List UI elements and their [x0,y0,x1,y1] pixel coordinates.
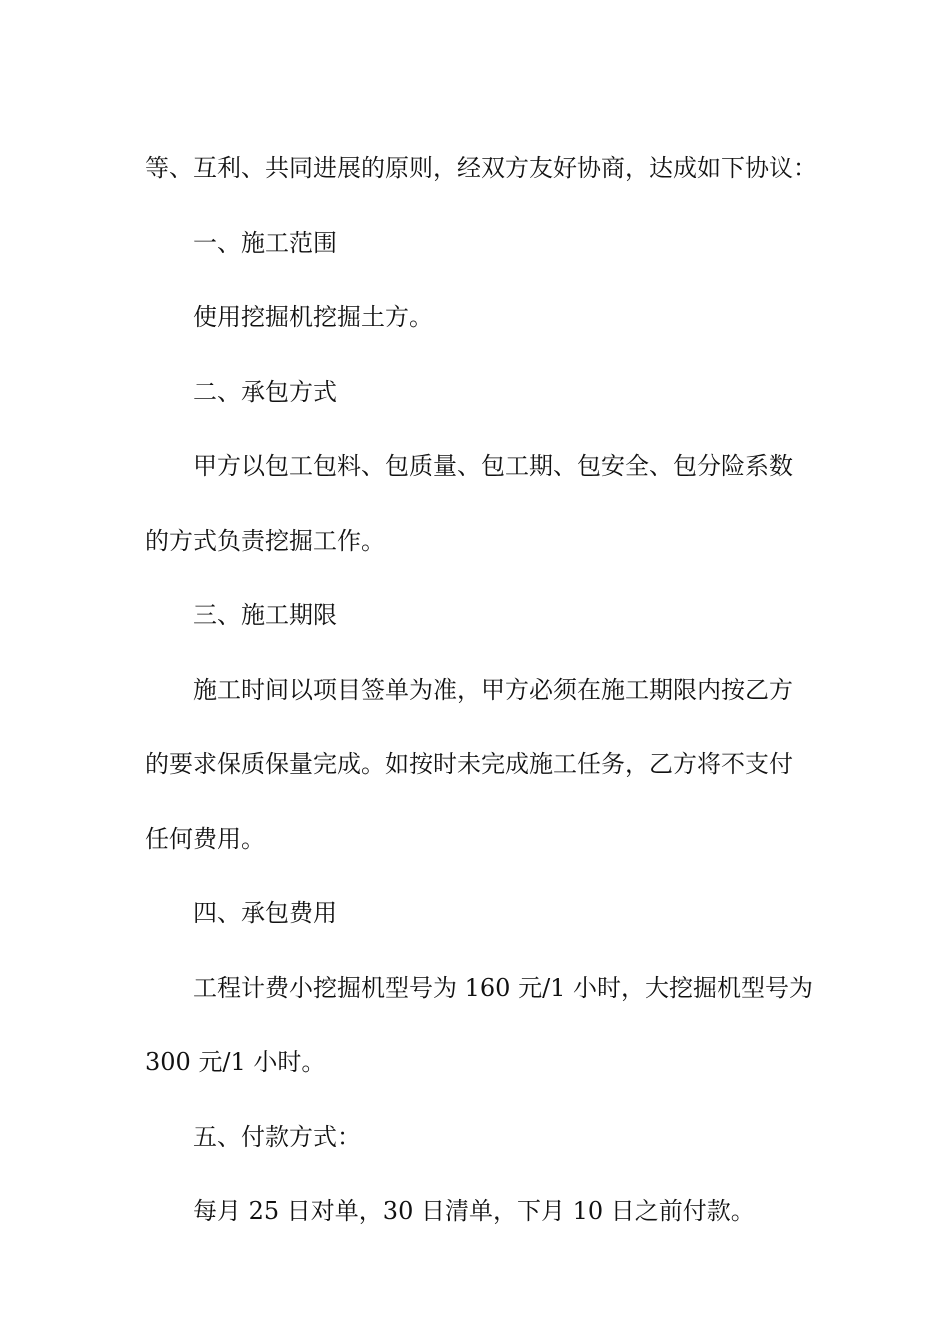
paragraph-line: 任何费用。 [145,824,265,853]
section-heading-payment-method: 五、付款方式： [193,1122,361,1151]
section-heading-contract-method: 二、承包方式 [193,377,337,406]
paragraph-line: 每月 25 日对单，30 日清单，下月 10 日之前付款。 [193,1197,755,1225]
paragraph-line: 的方式负责挖掘工作。 [145,526,385,555]
paragraph-line: 使用挖掘机挖掘土方。 [193,303,433,331]
paragraph-line: 施工时间以项目签单为准，甲方必须在施工期限内按乙方 [193,675,793,704]
document-body [145,131,817,1249]
section-heading-scope: 一、施工范围 [193,228,337,257]
paragraph-line: 等、互利、共同进展的原则，经双方友好协商，达成如下协议： [145,154,817,182]
section-heading-contract-fees: 四、承包费用 [193,899,337,927]
paragraph-line: 甲方以包工包料、包质量、包工期、包安全、包分险系数 [193,452,793,480]
paragraph-line: 工程计费小挖掘机型号为 160 元/1 小时，大挖掘机型号为 [193,973,814,1002]
section-heading-construction-period: 三、施工期限 [193,601,337,629]
paragraph-line: 的要求保质保量完成。如按时未完成施工任务，乙方将不支付 [145,750,793,778]
paragraph-line: 300 元/1 小时。 [145,1048,326,1076]
